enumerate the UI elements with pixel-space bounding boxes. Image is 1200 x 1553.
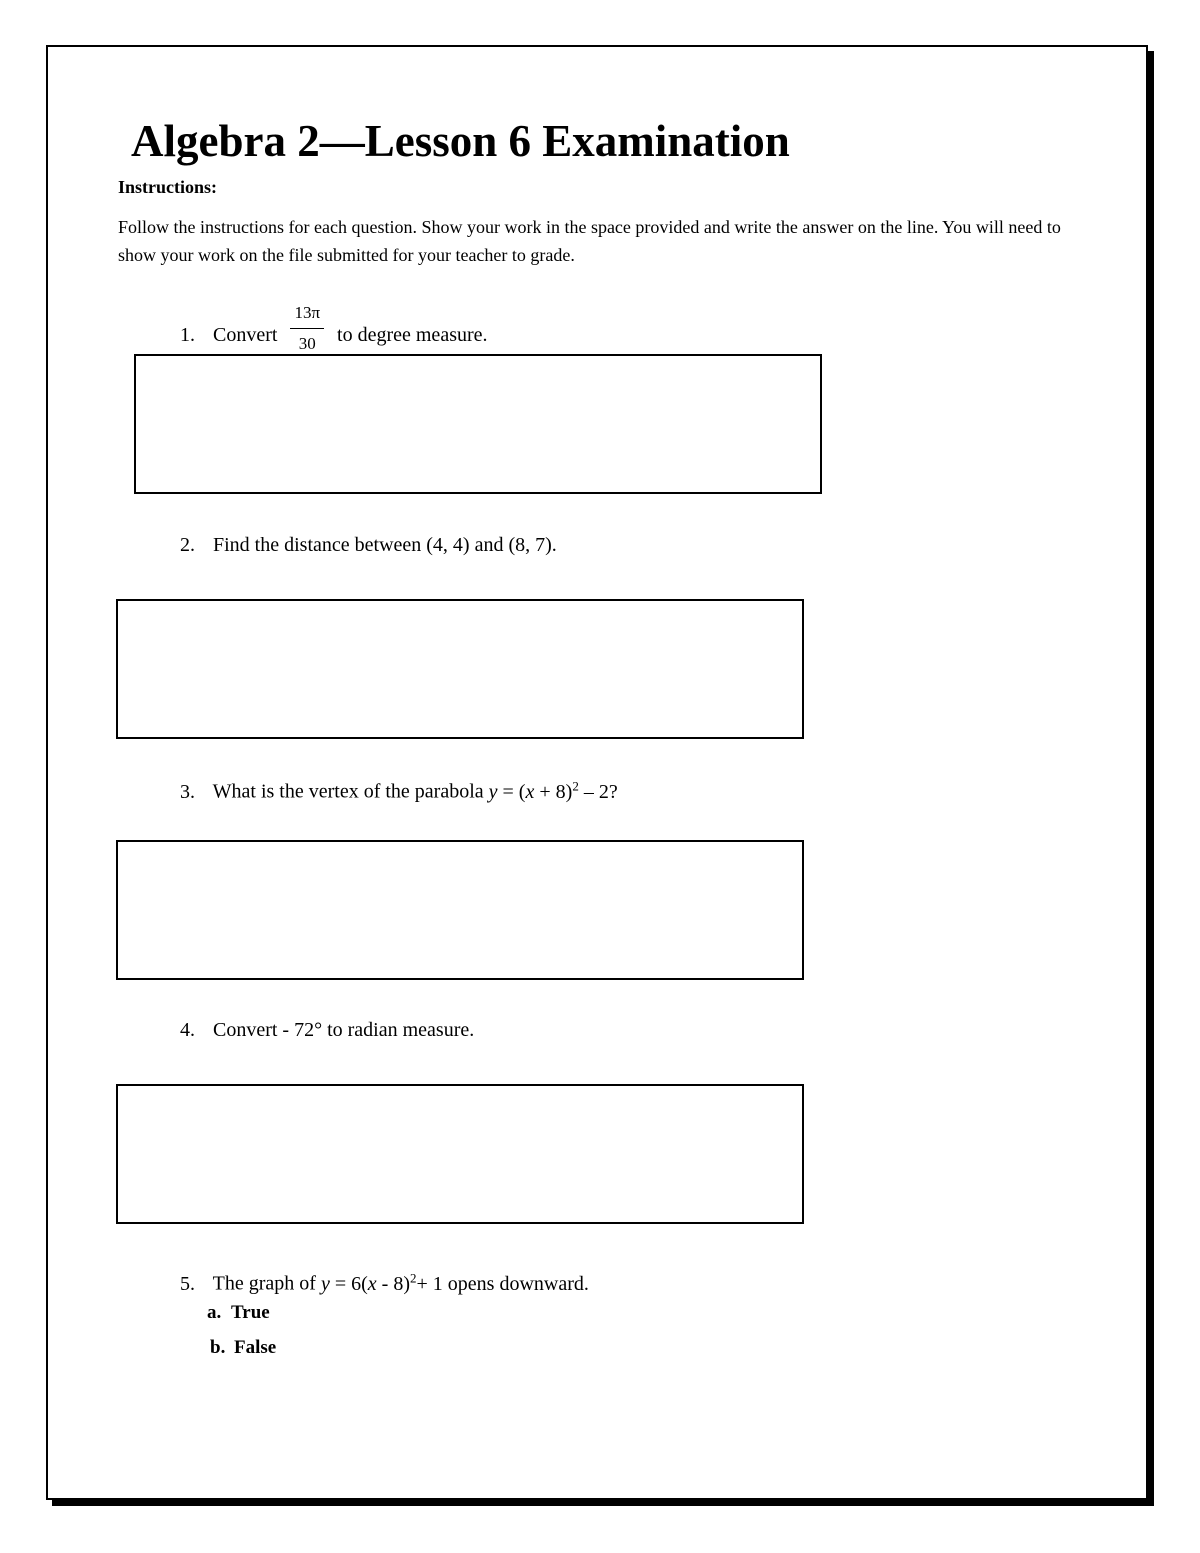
answer-box-2[interactable] [116,599,804,739]
equation-exponent: 2 [410,1270,417,1285]
instructions-text: Follow the instructions for each question. Show your work in the space provided and write the answer on the line. You will need to show your work on the file submitted for your teacher to grade. [118,217,1061,265]
fraction-numerator: 13π [290,300,324,329]
equation-variable-y: y [488,780,498,803]
question-text: Convert [213,324,278,347]
equation [488,778,618,803]
question-2 [180,532,557,558]
answer-box-4[interactable] [116,1084,804,1224]
question-number: 5. [180,1272,195,1295]
equation-part: - 8) [376,1272,410,1295]
question-text-suffix: to degree measure. [337,324,488,347]
option-letter: b. [210,1337,226,1358]
question-4 [180,1017,474,1043]
question-5 [180,1265,589,1297]
fraction-denominator: 30 [298,334,316,353]
question-text: What is the vertex of the parabola [212,780,484,803]
question-number: 4. [180,1019,195,1041]
page-title: Algebra 2—Lesson 6 Examination [131,116,790,166]
option-letter: a. [207,1302,222,1323]
option-b[interactable] [210,1337,276,1359]
fraction [290,300,324,357]
equation-variable-x: x [525,780,535,803]
option-a[interactable] [207,1302,270,1324]
equation-part: + 1 opens downward. [416,1272,589,1295]
answer-box-1[interactable] [134,354,822,494]
equation-part: = ( [497,780,526,803]
equation-variable-x: x [367,1272,377,1295]
equation-variable-y: y [320,1272,330,1295]
question-text: Find the distance between (4, 4) and (8, 7). [213,534,557,556]
question-number: 1. [180,324,195,347]
question-text: The graph of [212,1272,316,1295]
equation-part: – 2? [578,780,618,803]
equation-exponent: 2 [572,778,579,793]
instructions-heading: Instructions: [118,177,218,197]
equation-part: = 6( [329,1272,368,1295]
equation [320,1270,589,1295]
option-label: False [234,1337,277,1358]
equation-part: + 8) [534,780,573,803]
question-number: 3. [180,780,195,803]
option-label: True [231,1302,270,1323]
question-3 [180,773,618,805]
question-number: 2. [180,534,195,556]
answer-box-3[interactable] [116,840,804,980]
question-text: Convert - 72° to radian measure. [213,1019,475,1041]
